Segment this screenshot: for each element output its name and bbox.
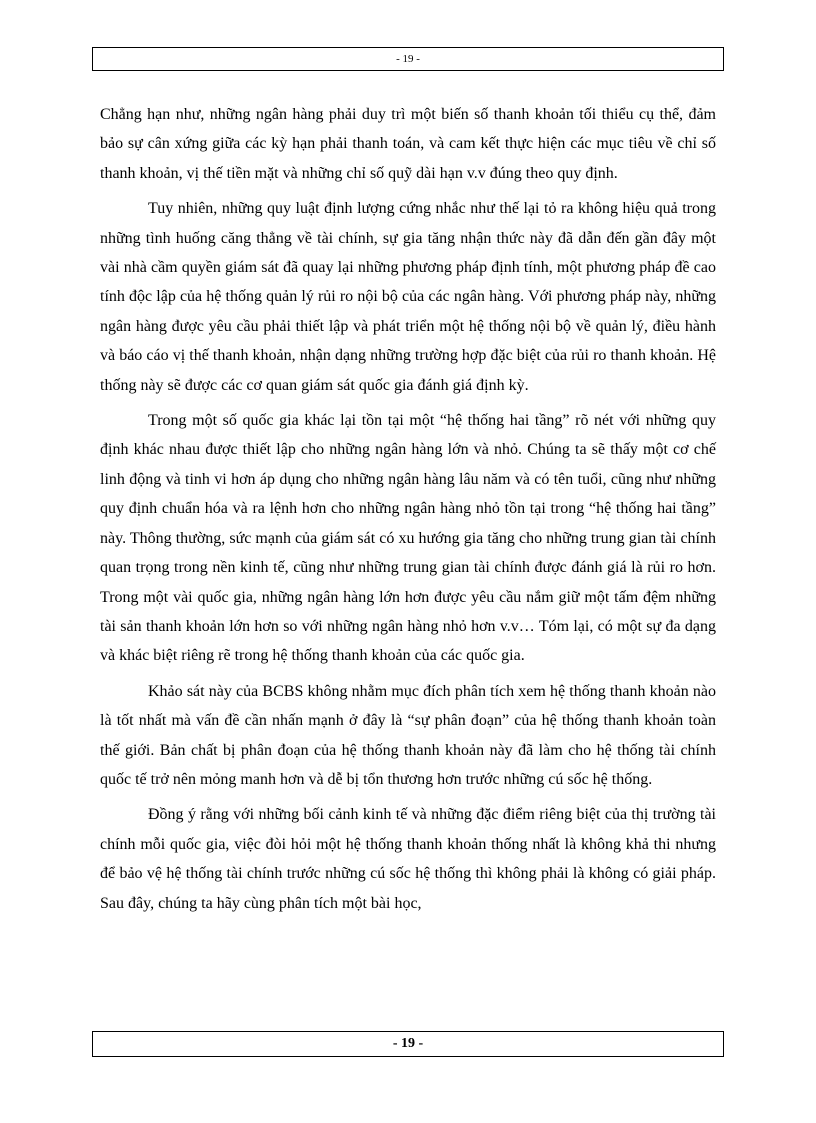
- paragraph-5: Đồng ý rằng với những bối cảnh kinh tế và những đặc điểm riêng biệt của thị trường tài chính mỗi quốc gia, việc đòi hỏi một hệ thống thanh khoản thống nhất là không khả thi nhưng để bảo vệ hệ thống tài chính trước những cú sốc hệ thống thì không phải là không có giải pháp. Sau đây, chúng ta hãy cùng phân tích một bài học,: [100, 806, 716, 912]
- header-page-number: - 19 -: [396, 53, 420, 65]
- paragraph-1: Chẳng hạn như, những ngân hàng phải duy trì một biến số thanh khoản tối thiểu cụ thể, đảm bảo sự cân xứng giữa các kỳ hạn phải thanh toán, và cam kết thực hiện các mục tiêu về chỉ số thanh khoản, vị thế tiền mặt và những chỉ số quỹ dài hạn v.v đúng theo quy định.: [100, 106, 716, 182]
- page-body: [100, 100, 716, 918]
- paragraph-2: Tuy nhiên, những quy luật định lượng cứng nhắc như thế lại tỏ ra không hiệu quả trong những tình huống căng thẳng về tài chính, sự gia tăng nhận thức này đã dẫn đến gần đây một vài nhà cầm quyền giám sát đã quay lại những phương pháp định tính, một phương pháp đề cao tính độc lập của hệ thống quản lý rủi ro nội bộ của các ngân hàng. Với phương pháp này, những ngân hàng được yêu cầu phải thiết lập và phát triển một hệ thống nội bộ về quản lý, điều hành và báo cáo vị thế thanh khoản, nhận dạng những trường hợp đặc biệt của rủi ro thanh khoản. Hệ thống này sẽ được các cơ quan giám sát quốc gia đánh giá định kỳ.: [100, 200, 716, 394]
- paragraph-3: Trong một số quốc gia khác lại tồn tại một “hệ thống hai tầng” rõ nét với những quy định khác nhau được thiết lập cho những ngân hàng lớn và nhỏ. Chúng ta sẽ thấy một cơ chế linh động và tinh vi hơn áp dụng cho những ngân hàng lâu năm và có tên tuổi, cũng như những quy định chuẩn hóa và ra lệnh hơn cho những ngân hàng nhỏ tồn tại trong “hệ thống hai tầng” này. Thông thường, sức mạnh của giám sát có xu hướng gia tăng cho những trung gian tài chính quan trọng trong nền kinh tế, cũng như những trung gian tài chính được đánh giá là rủi ro hơn. Trong một vài quốc gia, những ngân hàng lớn hơn được yêu cầu nắm giữ một tấm đệm những tài sản thanh khoản lớn hơn so với những ngân hàng nhỏ hơn v.v… Tóm lại, có một sự đa dạng và khác biệt riêng rẽ trong hệ thống thanh khoản của các quốc gia.: [100, 412, 716, 665]
- paragraph-4: Khảo sát này của BCBS không nhằm mục đích phân tích xem hệ thống thanh khoản nào là tốt nhất mà vấn đề cần nhấn mạnh ở đây là “sự phân đoạn” của hệ thống thanh khoản toàn thế giới. Bản chất bị phân đoạn của hệ thống thanh khoản này đã làm cho hệ thống tài chính quốc tế trở nên mỏng manh hơn và dễ bị tổn thương hơn trước những cú sốc hệ thống.: [100, 682, 716, 788]
- footer-page-number: - 19 -: [392, 1036, 424, 1051]
- page-header: [92, 47, 724, 71]
- page-footer: [92, 1031, 724, 1057]
